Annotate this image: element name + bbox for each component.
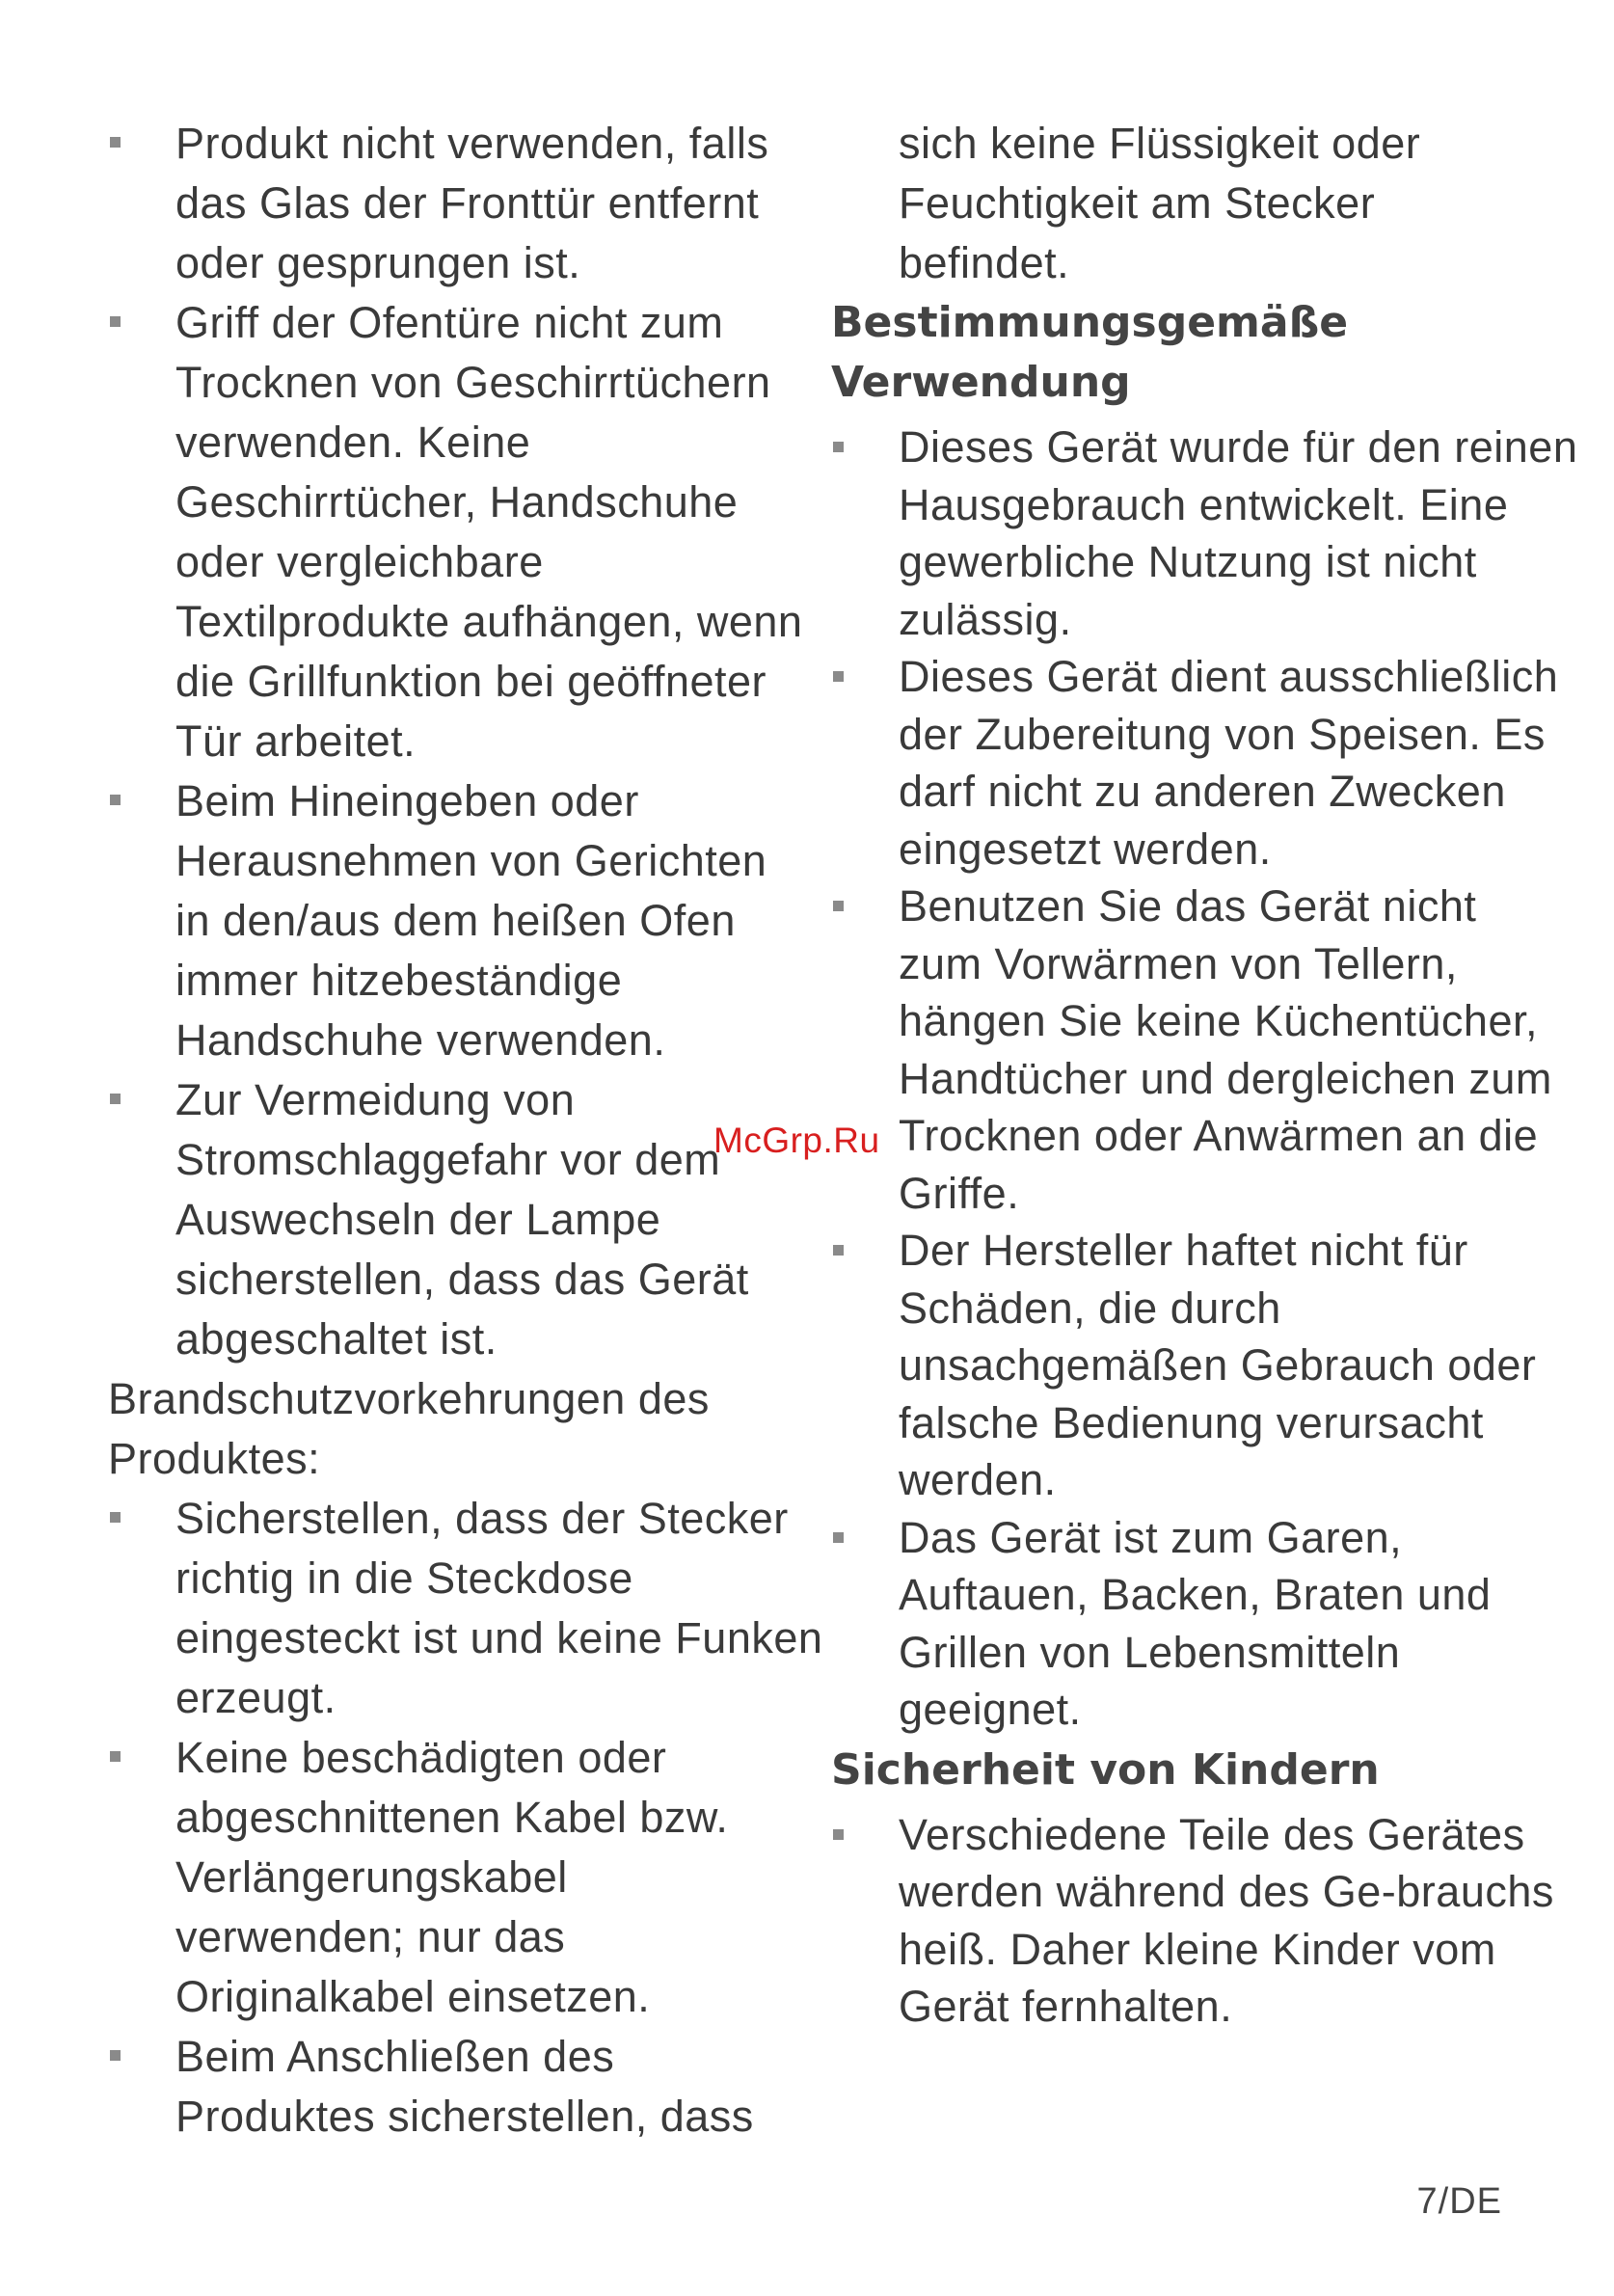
right-column bbox=[831, 114, 1578, 2036]
list-item bbox=[831, 1222, 1564, 1509]
bullet-marker bbox=[110, 1094, 121, 1104]
bullet-marker bbox=[110, 316, 121, 327]
watermark: McGrp.Ru bbox=[713, 1121, 880, 1160]
list-item bbox=[108, 293, 812, 771]
list-item-text: Dieses Gerät wurde für den reinen Hausgebrauch entwickelt. Eine gewerbliche Nutzung ist nicht zulässig. bbox=[899, 422, 1578, 644]
bullet-marker bbox=[833, 901, 844, 911]
bullet-marker bbox=[833, 442, 844, 452]
bullet-marker bbox=[833, 671, 844, 682]
list-item bbox=[831, 878, 1564, 1222]
list-item bbox=[108, 1489, 831, 1728]
list-item bbox=[108, 114, 793, 293]
list-item-text: Beim Anschließen des Produktes sicherstellen, dass bbox=[175, 2032, 754, 2141]
list-item bbox=[831, 648, 1564, 878]
section-heading-children: Sicherheit von Kindern bbox=[831, 1744, 1380, 1795]
bullet-marker bbox=[833, 1829, 844, 1840]
list-item-text: Zur Vermeidung von Stromschlaggefahr vor dem Auswechseln der Lampe sicherstellen, dass das Gerät abgeschaltet ist. bbox=[175, 1075, 749, 1364]
list-item-text: Beim Hineingeben oder Herausnehmen von Gerichten in den/aus dem heißen Ofen immer hitzebeständige Handschuhe verwenden. bbox=[175, 776, 767, 1065]
list-item bbox=[108, 1070, 793, 1369]
list-item-text: Der Hersteller haftet nicht für Schäden, die durch unsachgemäßen Gebrauch oder falsche Bedienung verursacht werden. bbox=[899, 1226, 1537, 1504]
list-item-text: Dieses Gerät dient ausschließlich der Zubereitung von Speisen. Es darf nicht zu anderen Zwecken eingesetzt werden. bbox=[899, 652, 1559, 874]
bullet-marker bbox=[110, 1751, 121, 1762]
list-item-text: Keine beschädigten oder abgeschnittenen Kabel bzw. Verlängerungskabel verwenden; nur das Originalkabel einsetzen. bbox=[175, 1733, 729, 2021]
list-item bbox=[831, 1806, 1564, 2036]
bullet-marker bbox=[110, 137, 121, 148]
list-item-text: Griff der Ofentüre nicht zum Trocknen von Geschirrtüchern verwenden. Keine Geschirrtücher, Handschuhe oder vergleichbare Textilprodukte aufhängen, wenn die Grillfunktion bei geöffneter Tür arbeitet. bbox=[175, 298, 803, 766]
list-item-text: Produkt nicht verwenden, falls das Glas der Fronttür entfernt oder gesprungen ist. bbox=[175, 119, 769, 287]
list-item-text: Sicherstellen, dass der Stecker richtig in die Steckdose eingesteckt ist und keine Funken erzeugt. bbox=[175, 1494, 823, 1722]
bullet-marker bbox=[110, 1512, 121, 1523]
list-item bbox=[108, 2027, 793, 2147]
section-heading-use: Bestimmungsgemäße Verwendung bbox=[831, 298, 1349, 407]
continuation-text: sich keine Flüssigkeit oder Feuchtigkeit am Stecker befindet. bbox=[899, 119, 1421, 287]
list-item bbox=[831, 1509, 1564, 1739]
bullet-marker bbox=[110, 2050, 121, 2061]
list-item-text: Benutzen Sie das Gerät nicht zum Vorwärmen von Tellern, hängen Sie keine Küchentücher, Handtücher und dergleichen zum Trocknen oder Anwärmen an die Griffe. bbox=[899, 881, 1552, 1218]
list-item-text: Verschiedene Teile des Gerätes werden während des Ge-brauchs heiß. Daher kleine Kinder vom Gerät fernhalten. bbox=[899, 1809, 1554, 2031]
bullet-marker bbox=[833, 1532, 844, 1543]
bullet-marker bbox=[833, 1245, 844, 1256]
fire-protection-intro: Brandschutzvorkehrungen des Produktes: bbox=[108, 1374, 710, 1483]
list-item-text: Das Gerät ist zum Garen, Auftauen, Backen, Braten und Grillen von Lebensmitteln geeignet. bbox=[899, 1512, 1492, 1734]
list-item bbox=[108, 771, 793, 1070]
page-number: 7/DE bbox=[1416, 2181, 1502, 2222]
list-item bbox=[108, 1728, 793, 2027]
list-item bbox=[831, 419, 1593, 648]
bullet-marker bbox=[110, 795, 121, 805]
